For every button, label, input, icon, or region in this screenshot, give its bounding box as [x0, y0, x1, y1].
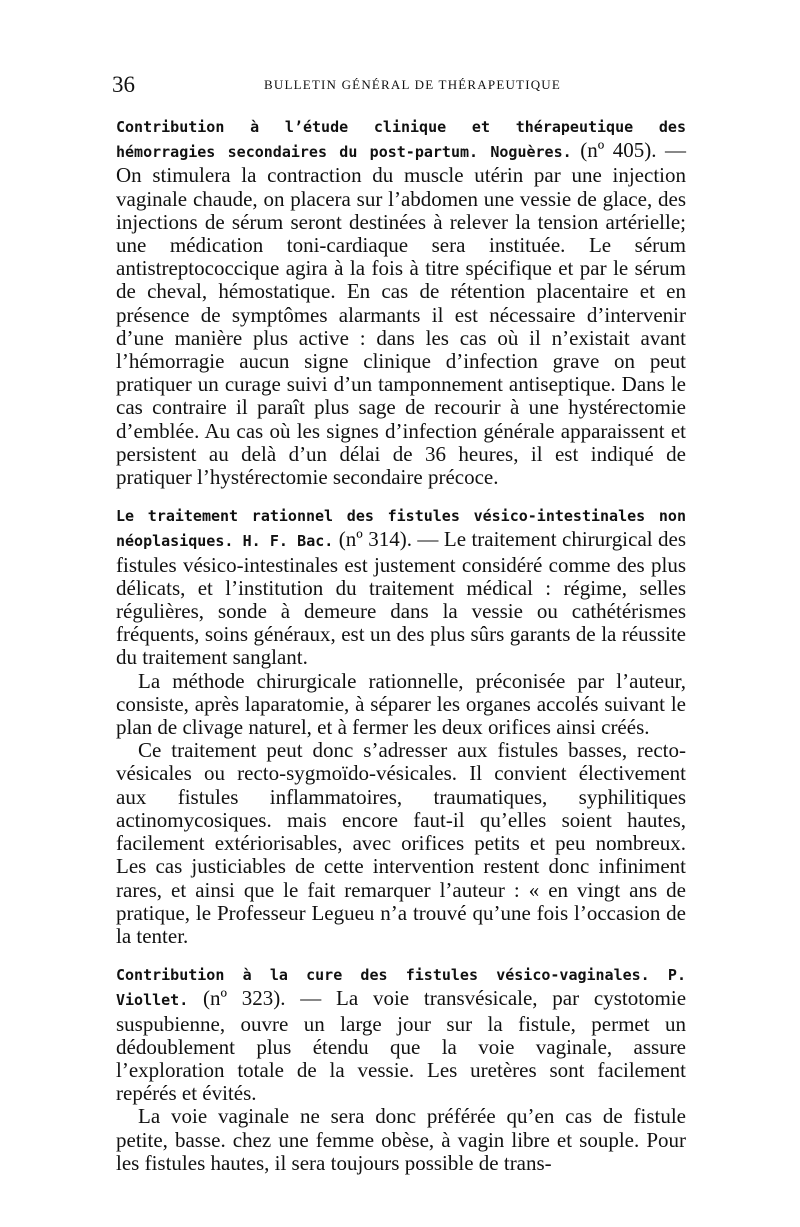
running-head [112, 70, 690, 100]
article-body-text: — La voie transvésicale, par cystotomie suspubienne, ouvre un large jour sur la fistule, permet un dédoublement plus étendu que la voie vaginale, assure l’exploration totale de la vessie. Les uretères sont facilement repérés et évités. [116, 986, 687, 1106]
article-text [116, 114, 686, 1175]
article-reference: (nº 323). [203, 986, 286, 1011]
article-paragraph: La méthode chirurgicale rationnelle, préconisée par l’auteur, consiste, après laparatomie, à séparer les organes accolés suivant le plan de clivage naturel, et à fermer les deux orifices ainsi créés. [116, 668, 686, 740]
article-paragraph [116, 503, 686, 669]
article-vesico-vaginal-fistulas [116, 962, 686, 1175]
article-body-text: — On stimulera la contraction du muscle utérin par une injection vaginale chaude, on placera sur l’abdomen une vessie de glace, des injections de sérum seront destinées à relever la tension artérielle; une médication toni-cardiaque sera instituée. Le sérum antistreptococcique agira à la fois à titre spécifique et par le sérum de cheval, hémostatique. En cas de rétention placentaire et en présence de symptômes alarmants il est nécessaire d’intervenir d’une manière plus active : dans les cas où il n’existait avant l’hémorragie aucun signe clinique d’infection grave on peut pratiquer un curage suivi d’un tamponnement antiseptique. Dans le cas contraire il paraît plus sage de recourir à une hystérectomie d’emblée. Au cas où les signes d’infection générale apparaissent et persistent au delà d’un délai de 36 heures, il est indiqué de pratiquer l’hystérectomie secondaire précoce. [116, 138, 687, 490]
article-postpartum-hemorrhage [116, 114, 686, 489]
article-paragraph: La voie vaginale ne sera donc préférée qu’en cas de fistule petite, basse. chez une femme obèse, à vagin libre et souple. Pour les fistules hautes, il sera toujours possible de trans- [116, 1104, 686, 1175]
article-title: Contribution à la cure des fistules vésico-vaginales. P. Viollet. [116, 966, 686, 1010]
article-vesico-intestinal-fistulas [116, 503, 686, 948]
article-paragraph [116, 114, 686, 489]
article-reference: (nº 314). [338, 527, 412, 552]
article-title: Contribution à l’étude clinique et thérapeutique des hémorragies secondaires du post-partum. Noguères. [116, 118, 686, 162]
article-body-text: — Le traitement chirurgical des fistules vésico-intestinales est justement considéré comme des plus délicats, et l’institution du traitement médical : régime, selles régulières, sonde à demeure dans la vessie ou cathétérismes fréquents, soins généraux, est un des plus sûrs garants de la réussite du traitement sanglant. [116, 527, 687, 670]
article-paragraph: Ce traitement peut donc s’adresser aux fistules basses, recto-vésicales ou recto-sygmoïdo-vésicales. Il convient électivement aux fistules inflammatoires, traumatiques, syphilitiques actinomycosiques. mais encore faut-il qu’elles soient hautes, facilement extériorisables, avec orifices petits et peu nombreux. Les cas justiciables de cette intervention restent donc infiniment rares, et ainsi que le fait remarquer l’auteur : « en vingt ans de pratique, le Professeur Legueu n’a trouvé qu’une fois l’occasion de la tenter. [116, 738, 686, 948]
journal-title: BULLETIN GÉNÉRAL DE THÉRAPEUTIQUE [264, 77, 562, 92]
article-paragraph [116, 962, 686, 1105]
article-reference: (nº 405). [580, 138, 657, 163]
article-title: Le traitement rationnel des fistules vésico-intestinales non néoplasiques. H. F. Bac. [116, 507, 686, 551]
page-number: 36 [112, 72, 135, 97]
